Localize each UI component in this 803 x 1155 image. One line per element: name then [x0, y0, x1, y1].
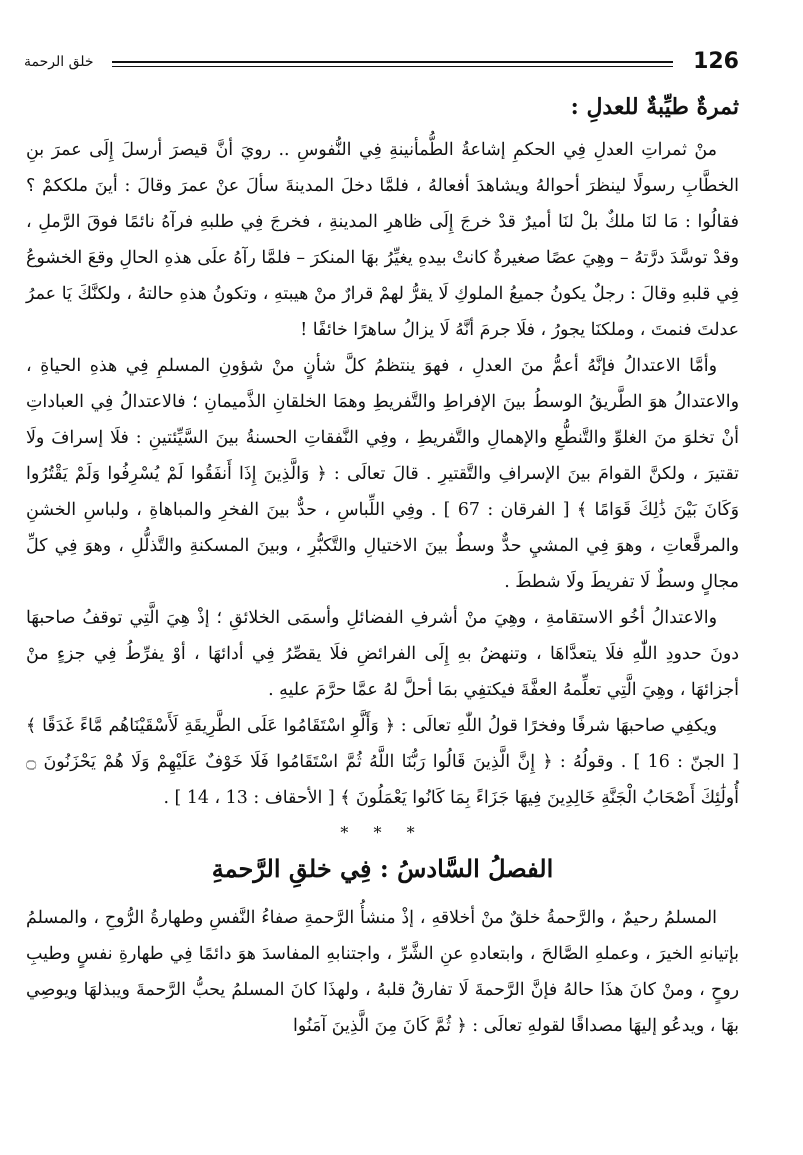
section-heading: ثمرةٌ طيِّبةٌ للعدلِ : — [570, 94, 739, 120]
chapter-heading: الفصلُ السَّادسُ : فِي خلقِ الرَّحمةِ — [211, 854, 554, 883]
page-body — [26, 92, 739, 1044]
paragraph-uprightness: والاعتدالُ أخُو الاستقامةِ ، وهِيَ منْ أشرفِ الفضائلِ وأسمَى الخلائقِ ؛ إذْ هِيَ الَّتِي توقفُ صاحبهَا دونَ حدودِ اللّٰهِ فلَا يتعدَّاهَا ، وتنهضُ بهِ إِلَى الفرائضِ فلَا يقصِّرُ فِي أدائهَا ، أوْ يفرِّطُ فِي جزءٍ منْ أجزائهَا ، وهِيَ الَّتِي تعلِّمهُ العفَّةَ فيكتفِي بمَا أحلَّ لهُ عمَّا حرَّمَ عليهِ . — [26, 608, 739, 700]
page-header — [24, 50, 739, 76]
header-rule — [112, 61, 673, 63]
header-rule-thin — [112, 66, 673, 67]
paragraph-fruit-of-justice: منْ ثمراتِ العدلِ فِي الحكمِ إشاعةُ الطُّمأنينةِ فِي النُّفوسِ .. رويَ أنَّ قيصرَ أرسلَ إِلَى عمرَ بنِ الخطَّابِ رسولًا لينظرَ أحوالهُ ويشاهدَ أفعالهُ ، فلمَّا دخلَ المدينةَ سألَ عنْ عمرَ وقالَ : أينَ ملككمْ ؟ فقالُوا : مَا لنَا ملكٌ بلْ لنَا أميرٌ قدْ خرجَ إِلَى ظاهرِ المدينةِ ، فخرجَ فِي طلبهِ فرآهُ نائمًا فوقَ الرَّملِ ، وقدْ توسَّدَ درَّتهُ – وهِيَ عصًا صغيرةٌ كانتْ بيدهِ يغيِّرُ بهَا المنكرَ – فلمَّا رآهُ علَى هذهِ الحالِ وقعَ الخشوعُ فِي قلبهِ وقالَ : رجلٌ يكونُ جميعُ الملوكِ لَا يقرُّ لهمْ قرارٌ منْ هيبتهِ ، وتكونُ هذهِ حالتهُ ، ولكنَّكَ يَا عمرُ عدلتَ فنمتَ ، وملكنَا يجورُ ، فلَا جرمَ أنَّهُ لَا يزالُ ساهرًا خائفًا ! — [26, 140, 739, 340]
paragraph-mercy: المسلمُ رحيمٌ ، والرَّحمةُ خلقٌ منْ أخلاقهِ ، إذْ منشأُ الرَّحمةِ صفاءُ النَّفسِ وطهارةُ الرُّوحِ ، والمسلمُ بإتيانهِ الخيرَ ، وعملهِ الصَّالحَ ، وابتعادهِ عنِ الشَّرِّ ، واجتنابهِ المفاسدَ هوَ دائمًا فِي طهارةِ نفسٍ وطيبِ روحٍ ، ومنْ كانَ هذَا حالهُ فإنَّ الرَّحمةَ لَا تفارقُ قلبهُ ، ولهذَا كانَ المسلمُ يحبُّ الرَّحمةَ ويبذلهَا ويوصِي بهَا ، ويدعُو إليهَا مصداقًا لقولهِ تعالَى : ﴿ ثُمَّ كَانَ مِنَ الَّذِينَ آمَنُوا — [26, 908, 739, 1036]
paragraph-moderation: وأمَّا الاعتدالُ فإنَّهُ أعمُّ منَ العدلِ ، فهوَ ينتظمُ كلَّ شأنٍ منْ شؤونِ المسلمِ فِي هذهِ الحياةِ ، والاعتدالُ هوَ الطَّريقُ الوسطُ بينَ الإفراطِ والتَّفريطِ وهمَا الخلقانِ الذَّميمانِ ؛ فالاعتدالُ فِي العباداتِ أنْ تخلوَ منَ الغلوِّ والتَّنطُّعِ والإهمالِ والتَّفريطِ ، وفِي النَّفقاتِ الحسنةُ بينَ السَّيِّئتينِ : فلَا إسرافَ ولَا تقتيرَ ، ولكنَّ القوامَ بينَ الإسرافِ والتَّقتيرِ . قالَ تعالَى : ﴿ وَالَّذِينَ إِذَا أَنفَقُوا لَمْ يُسْرِفُوا وَلَمْ يَقْتُرُوا وَكَانَ بَيْنَ ذَٰلِكَ قَوَامًا ﴾ [ الفرقان : 67 ] . وفِي اللِّباسِ ، حدٌّ بينَ الفخرِ والمباهاةِ ، ولباسِ الخشنِ والمرقَّعاتِ ، وهوَ فِي المشيِ حدٌّ وسطٌ بينَ الاختيالِ والتَّكبُّرِ ، وبينَ المسكنةِ والتَّذلُّلِ ، وهوَ فِي كلِّ مجالٍ وسطٌ لَا تفريطَ ولَا شططَ . — [26, 356, 739, 592]
page-number: 126 — [693, 49, 739, 74]
paragraph-quran-quotes: ويكفِي صاحبهَا شرفًا وفخرًا قولُ اللّٰهِ تعالَى : ﴿ وَأَلَّوِ اسْتَقَامُوا عَلَى الطَّرِيقَةِ لَأَسْقَيْنَاهُم مَّاءً غَدَقًا ﴾ [ الجنّ : 16 ] . وقولُهُ : ﴿ إِنَّ الَّذِينَ قَالُوا رَبُّنَا اللَّهُ ثُمَّ اسْتَقَامُوا فَلَا خَوْفٌ عَلَيْهِمْ وَلَا هُمْ يَحْزَنُونَ ۝ أُولَٰئِكَ أَصْحَابُ الْجَنَّةِ خَالِدِينَ فِيهَا جَزَاءً بِمَا كَانُوا يَعْمَلُونَ ﴾ [ الأحقاف : 13 ، 14 ] . — [26, 716, 739, 808]
section-separator: * * * — [340, 823, 425, 842]
running-title: خلق الرحمة — [24, 54, 94, 70]
